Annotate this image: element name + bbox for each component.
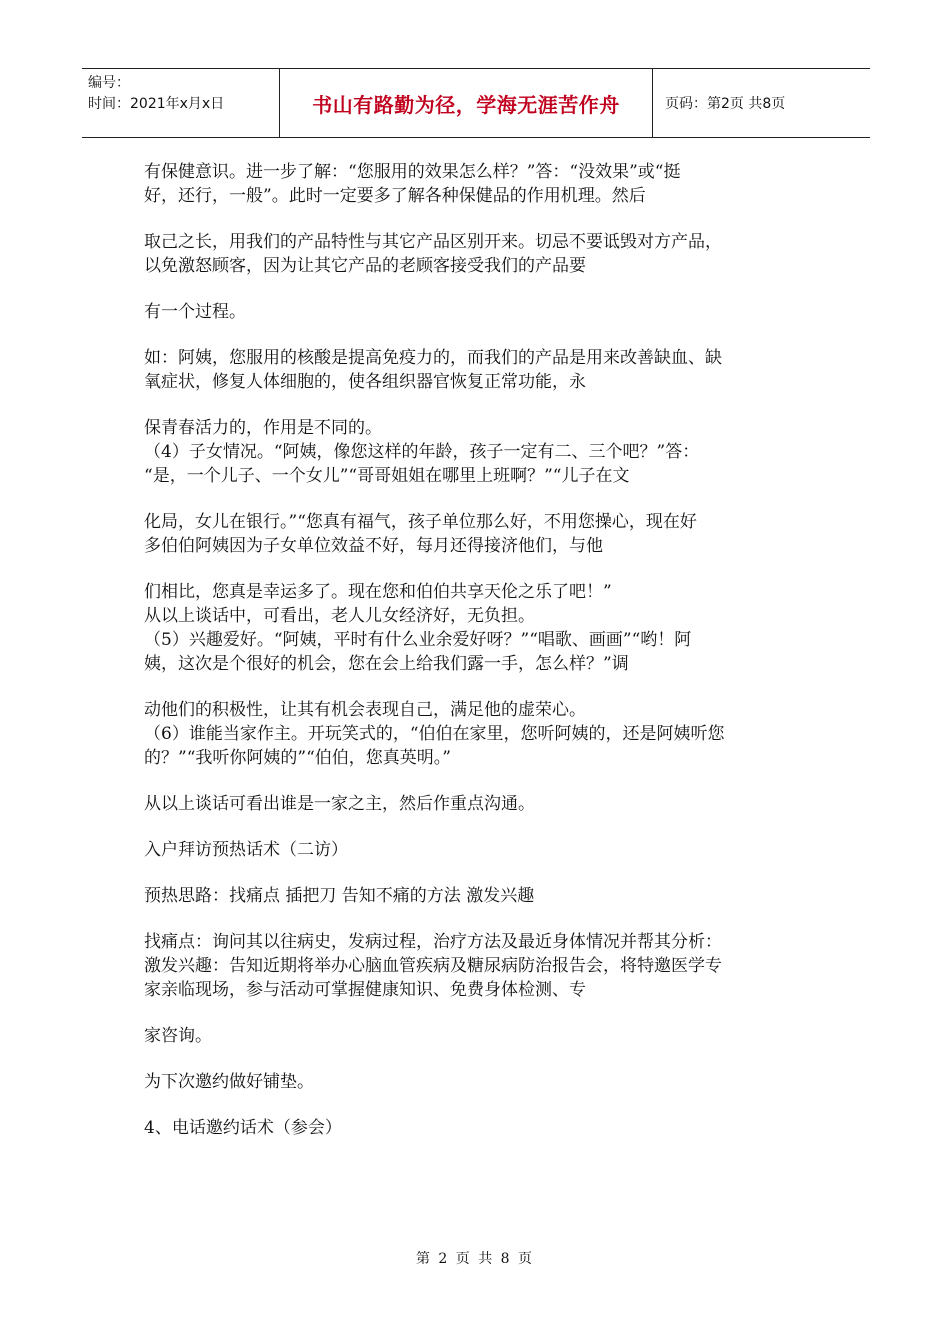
text-line: 为下次邀约做好铺垫。 xyxy=(144,1072,314,1092)
text-line: 找痛点：询问其以往病史，发病过程，治疗方法及最近身体情况并帮其分析： xyxy=(144,932,722,952)
text-line: （4）子女情况。“阿姨，像您这样的年龄，孩子一定有二、三个吧？”答： xyxy=(144,442,700,462)
date-label: 时间：2021年x月x日 xyxy=(88,96,225,112)
text-line: 入户拜访预热话术（二访） xyxy=(144,840,348,860)
text-line: 激发兴趣：告知近期将举办心脑血管疾病及糖尿病防治报告会，将特邀医学专 xyxy=(144,956,722,976)
text-line: 动他们的积极性，让其有机会表现自己，满足他的虚荣心。 xyxy=(144,700,586,720)
text-line: 好，还行，一般”。此时一定要多了解各种保健品的作用机理。然后 xyxy=(144,186,646,206)
text-line: 们相比，您真是幸运多了。现在您和伯伯共享天伦之乐了吧！” xyxy=(144,582,612,602)
text-line: 预热思路：找痛点 插把刀 告知不痛的方法 激发兴趣 xyxy=(144,886,535,906)
text-line: 如：阿姨，您服用的核酸是提高免疫力的，而我们的产品是用来改善缺血、缺 xyxy=(144,348,722,368)
text-line: 家亲临现场，参与活动可掌握健康知识、免费身体检测、专 xyxy=(144,980,586,1000)
text-line: 的？”“我听你阿姨的”“伯伯，您真英明。” xyxy=(144,748,451,768)
text-line: 从以上谈话可看出谁是一家之主，然后作重点沟通。 xyxy=(144,794,535,814)
text-line: “是，一个儿子、一个女儿”“哥哥姐姐在哪里上班啊？”“儿子在文 xyxy=(144,466,630,486)
text-line: （5）兴趣爱好。“阿姨，平时有什么业余爱好呀？”“唱歌、画画”“哟！阿 xyxy=(144,630,692,650)
text-line: 有保健意识。进一步了解：“您服用的效果怎么样？”答：“没效果”或“挺 xyxy=(144,162,681,182)
text-line: （6）谁能当家作主。开玩笑式的，“伯伯在家里，您听阿姨的，还是阿姨听您 xyxy=(144,724,725,744)
text-line: 以免激怒顾客，因为让其它产品的老顾客接受我们的产品要 xyxy=(144,256,586,276)
text-line: 姨，这次是个很好的机会，您在会上给我们露一手，怎么样？”调 xyxy=(144,654,629,674)
text-line: 多伯伯阿姨因为子女单位效益不好，每月还得接济他们，与他 xyxy=(144,536,603,556)
text-line: 4、电话邀约话术（参会） xyxy=(144,1118,342,1138)
text-line: 取己之长，用我们的产品特性与其它产品区别开来。切忌不要诋毁对方产品， xyxy=(144,232,722,252)
number-label: 编号： xyxy=(88,75,130,91)
page-header xyxy=(82,68,870,138)
document-body xyxy=(144,160,814,1140)
text-line: 保青春活力的，作用是不同的。 xyxy=(144,418,382,438)
text-line: 有一个过程。 xyxy=(144,302,246,322)
header-motto: 书山有路勤为径，学海无涯苦作舟 xyxy=(280,69,653,137)
text-line: 氧症状，修复人体细胞的，使各组织器官恢复正常功能，永 xyxy=(144,372,586,392)
header-meta xyxy=(82,69,280,137)
page-footer: 第 2 页 共 8 页 xyxy=(415,1251,535,1267)
header-page-label: 页码：第2页 共8页 xyxy=(665,96,786,112)
text-line: 化局，女儿在银行。”“您真有福气，孩子单位那么好，不用您操心，现在好 xyxy=(144,512,697,532)
text-line: 从以上谈话中，可看出，老人儿女经济好，无负担。 xyxy=(144,606,535,626)
text-line: 家咨询。 xyxy=(144,1026,212,1046)
